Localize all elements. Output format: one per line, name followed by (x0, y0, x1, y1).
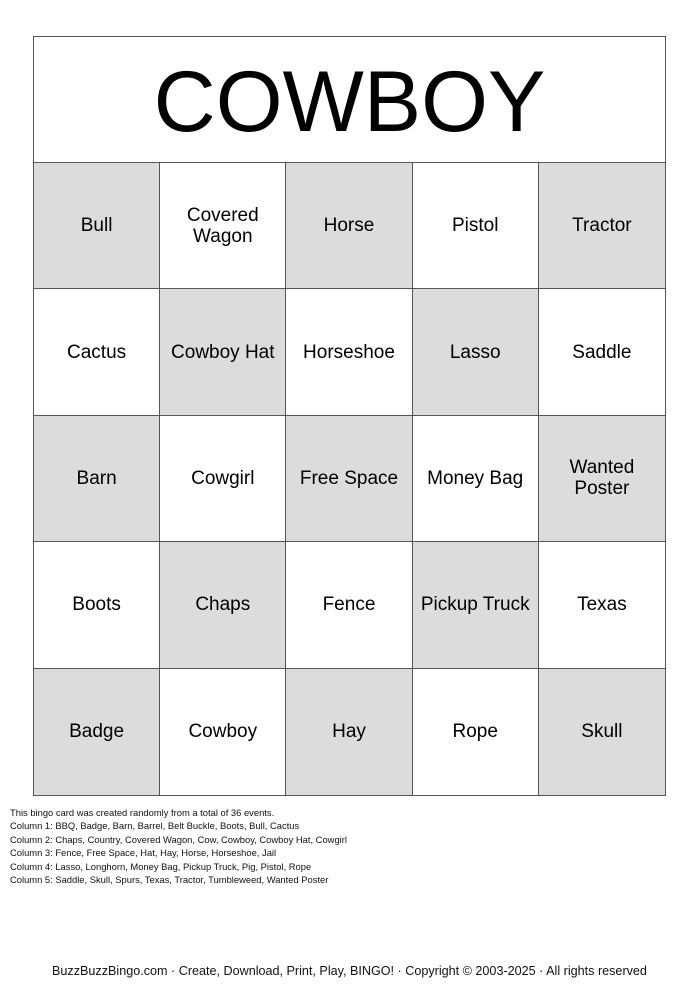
bingo-cell (160, 669, 286, 795)
bingo-cell-label: Lasso (449, 341, 501, 363)
card-title: COWBOY (153, 53, 546, 150)
card-header (34, 37, 665, 163)
bingo-cell-label: Chaps (195, 594, 251, 616)
bingo-cell-label: Cowboy (188, 721, 258, 743)
bingo-cell (539, 542, 665, 668)
bingo-cell (539, 289, 665, 415)
bingo-cell-label: Cowgirl (191, 467, 255, 489)
bingo-cell-label: Pistol (451, 215, 499, 237)
bingo-cell (34, 542, 160, 668)
bingo-cell (34, 669, 160, 795)
notes-intro: This bingo card was created randomly from a total of 36 events. (10, 807, 275, 818)
bingo-cell (34, 416, 160, 542)
bingo-cell (286, 163, 412, 289)
bingo-cell-label: Rope (452, 721, 498, 743)
bingo-cell-label: Skull (581, 721, 623, 743)
bingo-cell (539, 163, 665, 289)
bingo-cell (34, 163, 160, 289)
bingo-cell-label: Horseshoe (303, 341, 395, 363)
bingo-cell-label: Horse (323, 215, 375, 237)
bingo-cell-label: Texas (577, 594, 627, 616)
notes-column-1: Column 1: BBQ, Badge, Barn, Barrel, Belt Buckle, Boots, Bull, Cactus (10, 820, 300, 832)
bingo-cell (286, 542, 412, 668)
bingo-cell-label: Fence (322, 594, 376, 616)
bingo-cell (34, 289, 160, 415)
bingo-cell (286, 669, 412, 795)
bingo-cell (160, 542, 286, 668)
bingo-cell-label: Hay (332, 721, 366, 743)
bingo-cell-label: Saddle (572, 341, 632, 363)
bingo-grid (34, 163, 665, 795)
card-notes (10, 806, 347, 886)
bingo-cell (413, 163, 539, 289)
bingo-cell (413, 416, 539, 542)
bingo-cell (413, 289, 539, 415)
bingo-cell-label: Wanted Poster (569, 457, 635, 500)
bingo-cell (539, 669, 665, 795)
bingo-cell-label: Tractor (572, 215, 632, 237)
bingo-cell (160, 163, 286, 289)
bingo-cell (413, 542, 539, 668)
notes-column-2: Column 2: Chaps, Country, Covered Wagon, Cow, Cowboy, Cowboy Hat, Cowgirl (10, 833, 347, 845)
bingo-cell-label: Badge (69, 721, 125, 743)
bingo-cell (160, 416, 286, 542)
bingo-cell-label: Cowboy Hat (171, 341, 275, 363)
bingo-cell (286, 289, 412, 415)
bingo-cell (286, 416, 412, 542)
bingo-cell (539, 416, 665, 542)
notes-column-3: Column 3: Fence, Free Space, Hat, Hay, Horse, Horseshoe, Jail (10, 847, 277, 859)
bingo-card (33, 36, 666, 796)
bingo-cell-label: Money Bag (427, 467, 524, 489)
bingo-cell (160, 289, 286, 415)
bingo-cell-label: Boots (72, 594, 121, 616)
bingo-cell-label: Pickup Truck (420, 594, 530, 616)
notes-column-4: Column 4: Lasso, Longhorn, Money Bag, Pickup Truck, Pig, Pistol, Rope (10, 860, 312, 872)
bingo-cell-label: Bull (80, 215, 113, 237)
bingo-cell-label: Free Space (299, 467, 399, 489)
bingo-cell (413, 669, 539, 795)
page-footer: BuzzBuzzBingo.com · Create, Download, Print, Play, BINGO! · Copyright © 2003-2025 · All rights reserved (52, 964, 647, 978)
bingo-cell-label: Covered Wagon (186, 204, 259, 247)
bingo-cell-label: Cactus (67, 341, 127, 363)
notes-column-5: Column 5: Saddle, Skull, Spurs, Texas, Tractor, Tumbleweed, Wanted Poster (10, 874, 329, 886)
bingo-cell-label: Barn (76, 467, 117, 489)
